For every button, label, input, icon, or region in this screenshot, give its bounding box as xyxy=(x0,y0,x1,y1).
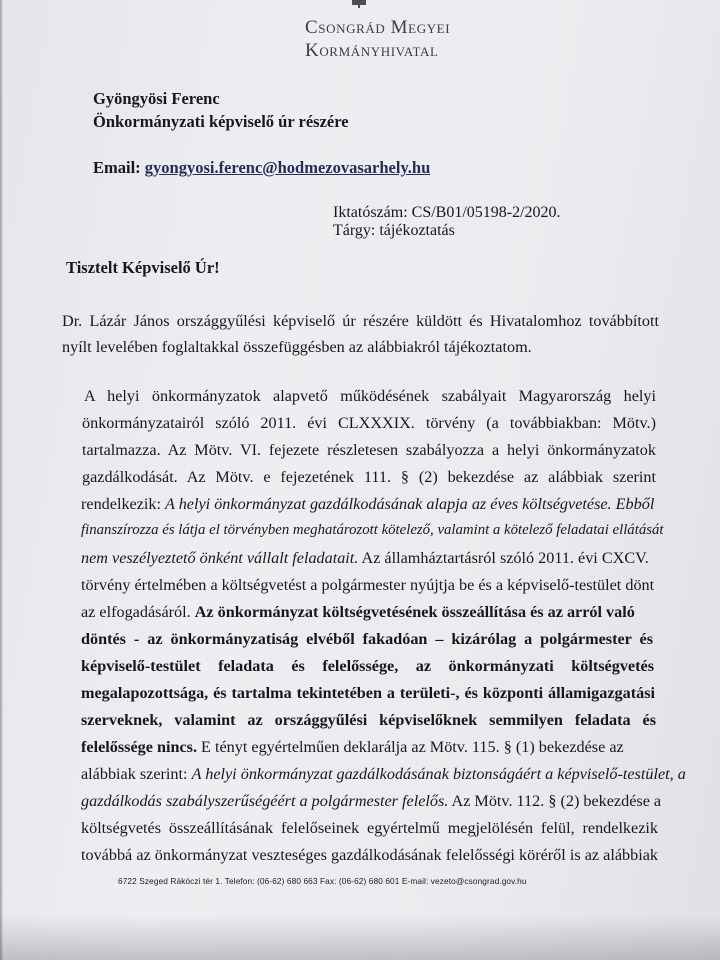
subject xyxy=(333,222,455,240)
bottom-shadow xyxy=(0,915,720,960)
reference-number xyxy=(333,204,561,222)
body-line-7 xyxy=(81,549,649,568)
body-line-9 xyxy=(81,603,635,622)
email-label: Email: xyxy=(93,158,141,177)
body-line-7b: Az államháztartásról szóló 2011. évi CXCV. xyxy=(361,549,649,567)
org-line-1: Csongrád Megyei xyxy=(305,17,451,38)
body-line-8: törvény értelmében a költségvetést a polgármester nyújtja be és a képviselő-testület dönt xyxy=(81,576,655,594)
salutation: Tisztelt Képviselő Úr! xyxy=(66,258,220,277)
recipient-email xyxy=(93,158,430,178)
body-line-14 xyxy=(81,738,624,757)
recipient-title: Önkormányzati képviselő úr részére xyxy=(93,112,349,131)
recipient-name: Gyöngyösi Ferenc xyxy=(93,89,220,108)
letterhead xyxy=(305,16,450,62)
body-line-17: költségvetés összeállításának felelőseinek egyértelmű megjelölésén felül, rendelkezik xyxy=(81,819,658,837)
body-line-4: gazdálkodását. Az Mötv. e fejezetének 111. § (2) bekezdése az alábbiak szerint xyxy=(82,468,656,486)
body-line-3: tartalmazza. Az Mötv. VI. fejezete részletesen szabályozza a helyi önkormányzatok xyxy=(82,441,656,459)
intro-line-2: nyílt levelében foglaltakkal összefüggésben az alábbiakról tájékoztatom. xyxy=(62,338,532,356)
body-line-15a: alábbiak szerint: xyxy=(81,765,188,783)
body-line-9b: Az önkormányzat költségvetésének összeállítása és az arról való xyxy=(194,603,635,621)
body-line-13: szerveknek, valamint az országgyűlési képviselőknek semmilyen feladata és xyxy=(81,711,656,729)
body-line-12: megalapozottsága, és tartalma tekintetében a területi-, és központi államigazgatási xyxy=(81,684,655,702)
reference-label: Iktatószám: xyxy=(333,204,408,221)
body-line-9a: az elfogadásáról. xyxy=(81,603,191,621)
reference-value: CS/B01/05198-2/2020. xyxy=(411,204,561,221)
body-line-7a: nem veszélyeztető önként vállalt feladatait. xyxy=(81,549,359,567)
body-line-10: döntés - az önkormányzatiság elvéből fakadóan – kizárólag a polgármester és xyxy=(81,630,653,648)
intro-line-1: Dr. Lázár János országgyűlési képviselő úr részére küldött és Hivatalomhoz továbbított xyxy=(62,312,659,330)
body-line-14b: E tényt egyértelműen deklarálja az Mötv. 115. § (1) bekezdése az xyxy=(201,738,624,756)
body-line-5a: rendelkezik: xyxy=(81,495,161,513)
body-line-2: önkormányzatairól szóló 2011. évi CLXXXIX. törvény (a továbbiakban: Mötv.) xyxy=(82,414,656,432)
body-line-14a: felelőssége nincs. xyxy=(81,738,197,756)
body-line-1: A helyi önkormányzatok alapvető működésének szabályait Magyarország helyi xyxy=(84,387,656,405)
page-edge xyxy=(0,0,3,960)
coat-of-arms-icon xyxy=(348,0,370,8)
footer-contact: 6722 Szeged Rákóczi tér 1. Telefon: (06-62) 680 663 Fax: (06-62) 680 601 E-mail: vezeto@csongrad.gov.hu xyxy=(118,876,527,886)
body-line-5 xyxy=(81,495,656,514)
body-line-6: finanszírozza és látja el törvényben meghatározott kötelező, valamint a kötelező feladatai ellátását xyxy=(81,522,664,538)
body-line-15b: A helyi önkormányzat gazdálkodásának biztonságáért a képviselő-testület, a xyxy=(191,765,686,783)
body-line-16b: Az Mötv. 112. § (2) bekezdése a xyxy=(451,792,662,810)
email-link[interactable]: gyongyosi.ferenc@hodmezovasarhely.hu xyxy=(144,158,431,177)
subject-label: Tárgy: xyxy=(333,222,376,239)
body-line-16 xyxy=(81,792,661,811)
body-line-16a: gazdálkodás szabályszerűségéért a polgármester felelős. xyxy=(81,792,449,810)
body-line-15 xyxy=(81,765,686,784)
body-line-18: továbbá az önkormányzat veszteséges gazdálkodásának felelősségi köréről is az alábbiak xyxy=(81,846,658,864)
org-line-2: Kormányhivatal xyxy=(305,40,439,61)
body-line-11: képviselő-testület feladata és felelőssége, az önkormányzati költségvetés xyxy=(81,657,654,675)
subject-value: tájékoztatás xyxy=(379,222,455,239)
body-line-5b: A helyi önkormányzat gazdálkodásának alapja az éves költségvetése. Ebből xyxy=(165,495,655,513)
